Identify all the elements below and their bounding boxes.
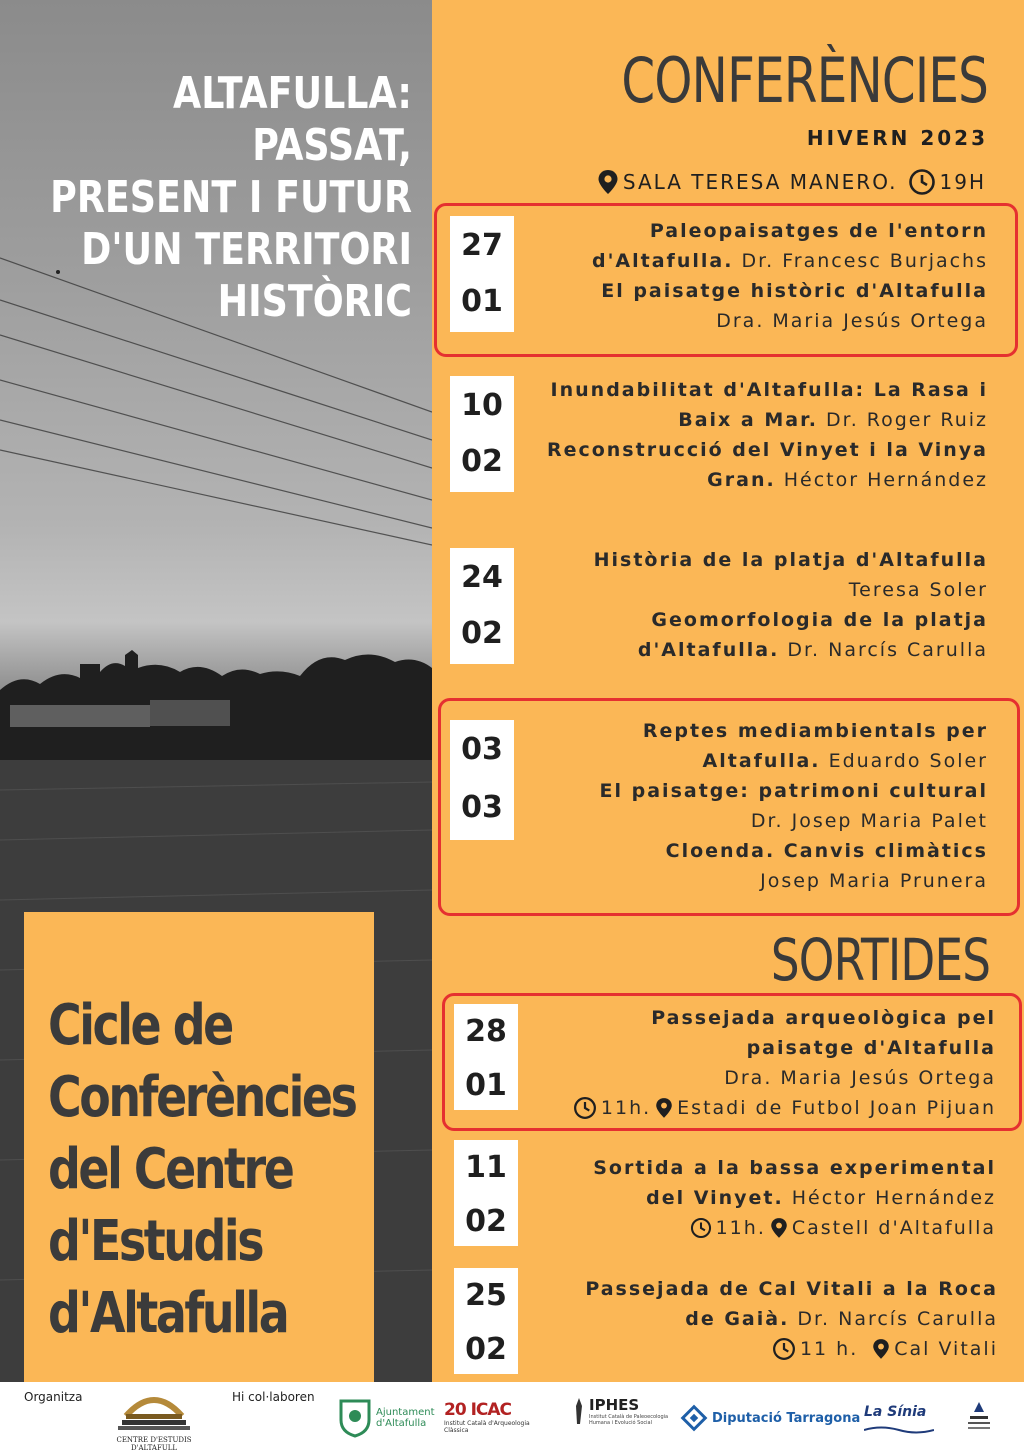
conference-1-details: [592, 216, 988, 336]
event-time: 11h.: [715, 1217, 766, 1239]
date-month: 01: [461, 284, 503, 319]
conference-4-details: [600, 716, 988, 896]
event-line: Dra. Maria Jesús Ortega: [716, 310, 988, 332]
organizer-label: Organitza: [24, 1390, 83, 1404]
event-meta: [690, 1213, 996, 1243]
ajuntament-logo: [338, 1398, 435, 1438]
event-place: Estadi de Futbol Joan Pijuan: [677, 1097, 996, 1119]
iphes-subtitle: Institut Català de Paleoecologia Humana i Evolució Social: [589, 1414, 669, 1426]
collaborators-label: Hi col·laboren: [232, 1390, 315, 1404]
date-day: 27: [461, 228, 503, 263]
date-month: 01: [465, 1068, 507, 1103]
venue-time: 19H: [939, 170, 986, 194]
event-line: de Gaià. Dr. Narcís Carulla: [685, 1308, 998, 1330]
clock-icon: [908, 168, 936, 196]
centre-estudis-logo: [104, 1386, 204, 1452]
event-line: Reconstrucció del Vinyet i la Vinya: [546, 439, 988, 461]
clock-icon: [690, 1217, 712, 1239]
event-line: Teresa Soler: [848, 579, 988, 601]
date-month: 02: [465, 1332, 507, 1367]
diputacio-logo: [680, 1404, 860, 1432]
venue-line: [597, 168, 986, 196]
event-line: Dr. Josep Maria Palet: [750, 810, 988, 832]
iphes-name: IPHES: [589, 1396, 640, 1414]
location-pin-icon: [655, 1097, 673, 1119]
season-label: HIVERN 2023: [806, 126, 988, 150]
outing-2-details: [593, 1153, 996, 1248]
ajuntament-name: Ajuntament d'Altafulla: [376, 1407, 435, 1429]
figure-icon: [572, 1396, 586, 1426]
small-emblem-logo: [964, 1398, 994, 1442]
event-line: Baix a Mar. Dr. Roger Ruiz: [678, 409, 988, 431]
centre-estudis-name: CENTRE D'ESTUDIS D'ALTAFULL: [116, 1436, 192, 1452]
emblem-icon: [964, 1398, 994, 1438]
icac-logo: [444, 1400, 532, 1434]
location-pin-icon: [770, 1217, 788, 1239]
outing-1-details: [573, 1003, 996, 1129]
event-line: Passejada arqueològica pel: [651, 1007, 996, 1029]
date-day: 11: [465, 1150, 507, 1185]
event-line: Història de la platja d'Altafulla: [593, 549, 988, 571]
diamond-icon: [680, 1404, 708, 1432]
date-box: [454, 1268, 518, 1374]
date-box: [454, 1140, 518, 1246]
event-line: Inundabilitat d'Altafulla: La Rasa i: [550, 379, 988, 401]
main-title-line: ALTAFULLA: PASSAT,: [173, 68, 412, 171]
footer: [0, 1382, 1024, 1452]
wave-icon: [864, 1425, 934, 1435]
clock-icon: [573, 1096, 597, 1120]
event-line: Sortida a la bassa experimental: [593, 1157, 996, 1179]
book-arch-icon: [104, 1386, 204, 1432]
event-time: 11h.: [600, 1097, 652, 1119]
date-month: 02: [461, 616, 503, 651]
event-line: Paleopaisatges de l'entorn: [649, 220, 988, 242]
cycle-title-line: d'Altafulla: [48, 1281, 288, 1346]
event-line: Reptes mediambientals per: [642, 720, 988, 742]
date-box: [450, 548, 514, 664]
date-month: 03: [461, 790, 503, 825]
event-meta: [772, 1334, 998, 1364]
event-line: Dra. Maria Jesús Ortega: [724, 1067, 996, 1089]
event-meta: [573, 1093, 996, 1123]
outings-heading: SORTIDES: [770, 926, 990, 994]
main-title-line: PRESENT I FUTUR: [50, 172, 413, 223]
date-box: [454, 1004, 518, 1110]
la-sinia-logo: [864, 1404, 934, 1439]
date-box: [450, 376, 514, 492]
event-line: Altafulla. Eduardo Soler: [702, 750, 988, 772]
date-day: 24: [461, 560, 503, 595]
date-box: [450, 216, 514, 332]
event-line: Cloenda. Canvis climàtics: [665, 840, 988, 862]
main-title: [44, 68, 412, 328]
date-day: 28: [465, 1014, 507, 1049]
event-line: Gran. Héctor Hernández: [707, 469, 988, 491]
date-month: 02: [465, 1204, 507, 1239]
event-place: Cal Vitali: [894, 1338, 998, 1360]
event-line: d'Altafulla. Dr. Narcís Carulla: [637, 639, 988, 661]
conference-3-details: [594, 545, 988, 665]
icac-name: 20 ICAC: [444, 1400, 512, 1420]
cycle-title-line: del Centre: [48, 1137, 293, 1202]
conference-2-details: [547, 375, 988, 495]
event-line: paisatge d'Altafulla: [746, 1037, 996, 1059]
event-line: El paisatge històric d'Altafulla: [601, 280, 988, 302]
location-pin-icon: [872, 1338, 890, 1360]
event-line: El paisatge: patrimoni cultural: [599, 780, 988, 802]
date-day: 25: [465, 1278, 507, 1313]
event-line: Passejada de Cal Vitali a la Roca: [585, 1278, 998, 1300]
location-pin-icon: [597, 169, 619, 195]
diputacio-name: Diputació Tarragona: [712, 1410, 861, 1426]
event-place: Castell d'Altafulla: [791, 1217, 996, 1239]
outing-3-details: [585, 1274, 998, 1370]
iphes-logo: [572, 1396, 669, 1426]
date-day: 10: [461, 388, 503, 423]
event-time: 11 h.: [799, 1338, 859, 1360]
event-line: Josep Maria Prunera: [760, 870, 988, 892]
program-panel: [432, 0, 1024, 1382]
cycle-title: [48, 990, 356, 1350]
cycle-title-line: Cicle de: [48, 993, 232, 1058]
event-line: del Vinyet. Héctor Hernández: [646, 1187, 996, 1209]
main-title-line: HISTÒRIC: [217, 276, 412, 327]
venue-name: SALA TERESA MANERO.: [622, 170, 898, 194]
date-month: 02: [461, 444, 503, 479]
cycle-title-line: d'Estudis: [48, 1209, 263, 1274]
cycle-title-box: [24, 912, 374, 1382]
clock-icon: [772, 1337, 796, 1361]
conferences-heading: CONFERÈNCIES: [621, 44, 988, 117]
event-line: Geomorfologia de la platja: [651, 609, 988, 631]
date-box: [450, 720, 514, 840]
main-title-line: D'UN TERRITORI: [81, 224, 413, 275]
cycle-title-line: Conferències: [48, 1065, 356, 1130]
date-day: 03: [461, 732, 503, 767]
icac-subtitle: Institut Català d'Arqueologia Clàssica: [444, 1420, 530, 1434]
shield-icon: [338, 1398, 372, 1438]
la-sinia-name: La Sínia: [864, 1404, 927, 1420]
event-line: d'Altafulla. Dr. Francesc Burjachs: [592, 250, 988, 272]
